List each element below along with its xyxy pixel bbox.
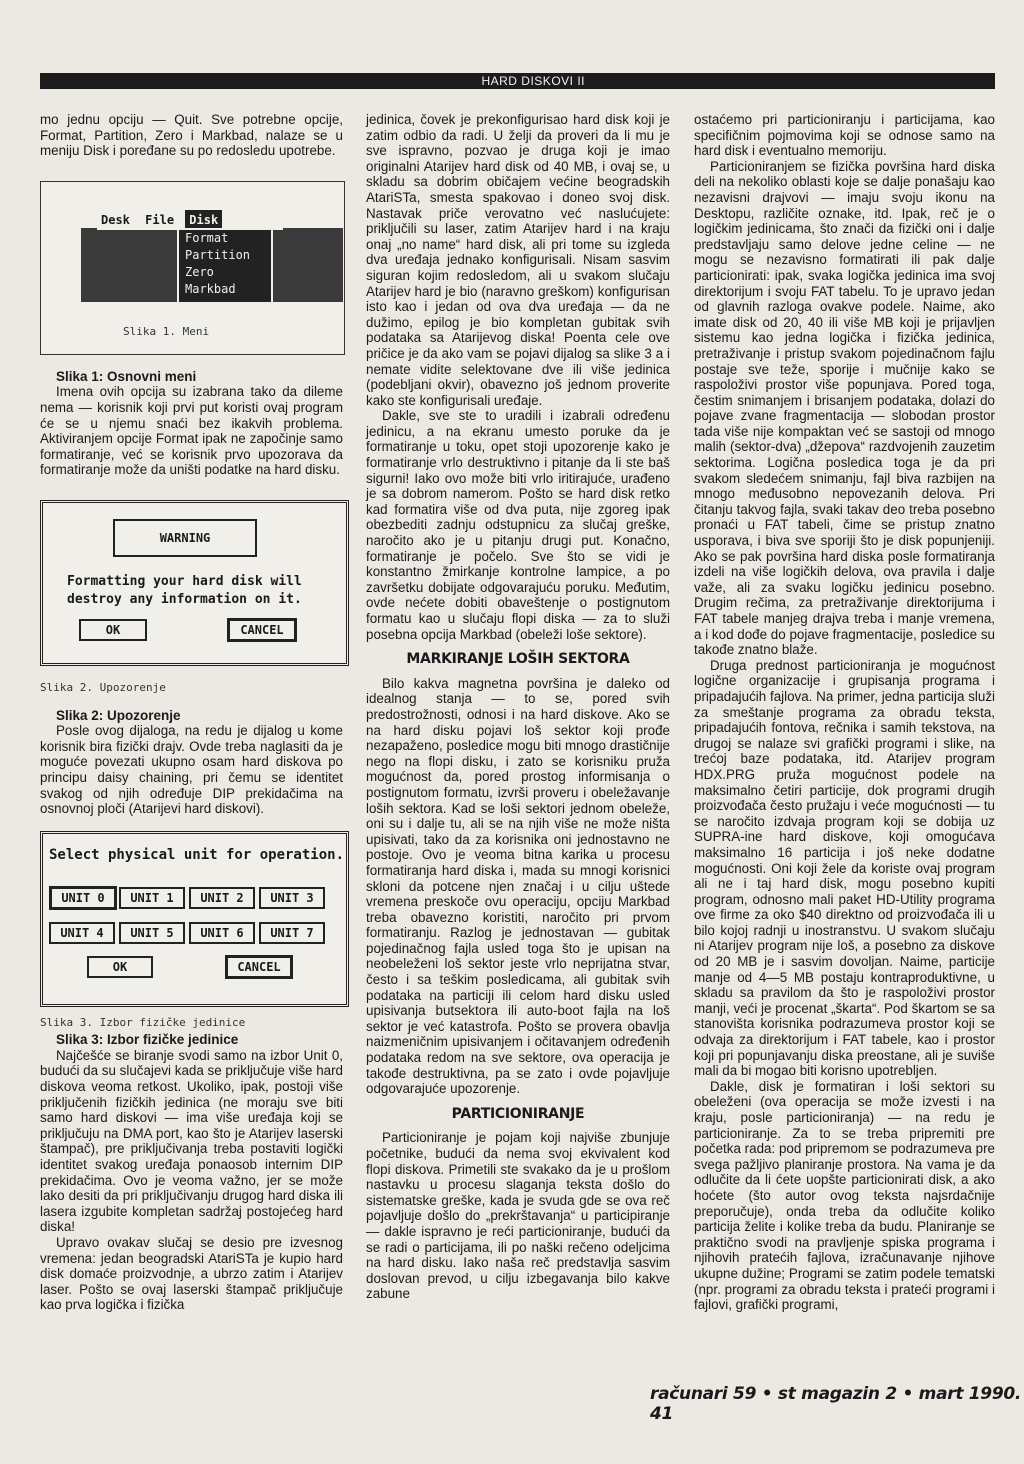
section-title: HARD DISKOVI II (481, 74, 585, 88)
menu-disk[interactable]: Disk (185, 210, 222, 230)
caption-3-title: Slika 3: Izbor fizičke jedinice (56, 1032, 239, 1048)
menu-item-markbad[interactable]: Markbad (185, 281, 236, 296)
menu-item-partition[interactable]: Partition (185, 247, 251, 262)
col3-paragraph-4: Dakle, disk je formatiran i loši sektori su obeleženi (ova operacija se može izvesti i na kraju, posle particioniranja) — na redu je particioniranje. Za to se treba pripremiti pre početka rada: pod pripremom se podrazumeva pre svega pažljivo planiranje prostora. Na vama je da odlučite da li ćete uopšte particionirati disk, a ako hoćete (što autor ovog teksta najsrdačnije preporučuje), onda treba da odlučite koliko particija želite i kolike treba da budu. Planiranje se praktično svodi na pravljenje spiska programa i njihovih pratećih fajlova, izračunavanje njihove ukupne dužine; Programi se zatim podele tematski (npr. programi za obradu teksta i prateći programi i fajlovi, grafički programi, (694, 1078, 995, 1313)
col3-paragraph-1: ostaćemo pri particioniranju i particijama, kao specifičnim pojmovima koji se odnose samo na hard disk i eventualno memoriju. (694, 112, 995, 159)
caption-2-text: Posle ovog dijaloga, na redu je dijalog u kome korisnik bira fizički drajv. Ovde treba naglasiti da je moguće povezati ukupno osam hard diskova po principu daisy chaining, pri čemu se identitet svakog od njih određuje DIP prekidačima na osnovnoj ploči (Atarijevi hard diskovi). (40, 723, 343, 817)
unit-1-button[interactable]: UNIT 1 (119, 887, 185, 909)
warning-message (67, 573, 327, 609)
menu-item-zero[interactable]: Zero (185, 264, 214, 279)
disk-dropdown (177, 228, 273, 304)
col3-paragraph-2: Particioniranjem se fizička površina hard diska deli na nekoliko oblasti koje se dalje ponašaju kao nezavisni drajvovi — imaju svoju ikonu na Desktopu, različite oznake, itd. Ipak, reč je o logičkim jedinicama, što znači da fizički oni i dalje predstavljaju samo delove jedne celine — ne mogu se nezavisno formatirati ili pak dalje particionirati: ipak, svaka logička jedinica ima svoj direktorijum i svoju FAT tabelu. To je upravo jedan od glavnih razloga ovakve podele. Naime, ako imate disk od 20, 40 ili više MB koji je prijavljen sistemu kao jedna logička i fizička jedinica, pretraživanje i pristup svakom pojedinačnom fajlu postaje sve teže, sporije i mučnije kako se raspoloživi prostor više popunjava. Pored toga, čestim snimanjem i brisanjem podataka, dolazi do pojave zvane fragmentacija — slobodan prostor tada više nije kompaktan već se sastoji od mnogo malih (sektor-dva) „džepova“ razdvojenih zauzetim sektorima. Logična posledica toga je da pri svakom sledećem snimanju, fajl biva razbijen na mnogo međusobno nepovezanih delova. Pri čitanju takvog fajla, svaki takav deo treba posebno pronaći u FAT tabeli, čime se pristup znatno usporava, i biva sve sporiji što je disk popunjeniji. Ako se pak površina hard diska posle formatiranja izdeli na više logičkih delova, ova pravila i dalje važe, ali za svaku logičku jedinicu posebno. Drugim rečima, za pretraživanje direktorijuma i FAT tabele manjeg drajva treba i manje vremena, a i kod dođe do pojave fragmentacije, posledice su takođe znatno blaže. (694, 158, 995, 658)
menu-desk[interactable]: Desk (101, 212, 130, 227)
figure-2-warning-dialog (40, 500, 349, 666)
column-3 (694, 112, 995, 1313)
col2-paragraph-3: Bilo kakva magnetna površina je daleko od idealnog stanja — to se, pored svih predostrožnosti, odnosi i na hard diskove. Ako se na hard disku pojavi loš sektor koji prođe nezapaženo, posledice mogu biti mnogo drastičnije nego na flopi disku, i zato se korisniku pruža mogućnost da, pored prostog informisanja o postignutom formatu, izvrši proveru i obeležavanje loših sektora. Kad se loši sektori jednom obeleže, oni su i dalje tu, ali se na njih više ne može ništa upisivati, tako da za korisnika oni jednostavno ne postoje. Ovo je veoma bitna karika u procesu formatiranja hard diska i, mada su mnogi korisnici skloni da potcene njen značaj i u cilju uštede vremena preskoče ovu operaciju, opciju Markbad treba obavezno koristiti, naročito pri prvom formatiranju. Razlog je jednostavan — gubitak pojedinačnog fajla usled toga što je upisan na neobeleženi loš sektor jeste vrlo neprijatna stvar, često i sa teškim posledicama, ali gubitak svih podataka na particiji ili celom hard disku usled upisivanja butsektora ili auto-boot fajla na loš sektor je već katastrofa. Pošto se provera obavlja naizmeničnim upisivanjem i očitavanjem određenih podataka redom na sve sektore, ova operacija je takođe destruktivna, pa se zato i ovde pojavljuje odgovarajuće upozorenje. (366, 675, 670, 1097)
unit-4-button[interactable]: UNIT 4 (49, 922, 115, 944)
menu-item-format[interactable]: Format (185, 230, 229, 245)
ok-button[interactable]: OK (79, 619, 147, 641)
unit-7-button[interactable]: UNIT 7 (259, 922, 325, 944)
unit-6-button[interactable]: UNIT 6 (189, 922, 255, 944)
col3-paragraph-3: Druga prednost particioniranja je mogućnost logične organizacije i grupisanja programa i pripadajućih fajlova. Na primer, jedna particija služi za smeštanje programa za obradu teksta, pripadajućih fontova, rečnika i samih tekstova, na drugoj se nalaze svi grafički programi i slike, na trećoj baze podataka, itd. Atarijev program HDX.PRG pruža mogućnost podele na maksimalno četiri particije, dok programi drugih proizvođača često pružaju i veće mogućnosti — tu se naročito izdvaja program koji se dobija uz SUPRA-ine hard diskove, koji omogućava maksimalno 16 particija i još neke dodatne mogućnosti. Oni koji žele da koriste ovaj program ali ne i taj hard disk, mogu posebno kupiti program, odnosno mali paket HD-Utility programa ove firme za oko $40 direktno od proizvođača ili u bilo kojoj radnji u inostranstvu. U svakom slučaju ni Atarijev program nije loš, a posebno za diskove od 20 MB je i sasvim dovoljan. Naime, particije manje od 4—5 MB postaju kontraproduktivne, u skladu sa pravilom da što je raspoloživi prostor manji, veći je procenat „škarta“. Pod škartom se sa stanovišta korisnika podrazumeva prostor koji se odvaja za direktorijum i FAT tabele, kao i prostor koji pri popunjavanju diska preostane, ali je suviše mali da bi mogao biti korisno upotrebljen. (694, 657, 995, 1079)
cancel-button[interactable]: CANCEL (225, 955, 293, 979)
col1-paragraph-last: Upravo ovakav slučaj se desio pre izvesnog vremena: jedan beogradski AtariSTa je kupio hard disk domaće proizvodnje, a ubrzo zatim i Atarijev laser. Pošto se ovaj laserski štampač priključuje kao prva logička i fizička (40, 1235, 343, 1313)
unit-5-button[interactable]: UNIT 5 (119, 922, 185, 944)
column-2 (366, 112, 670, 1302)
warning-title: WARNING (113, 519, 257, 557)
column-1 (40, 112, 343, 1313)
col1-intro: mo jednu opciju — Quit. Sve potrebne opcije, Format, Partition, Zero i Markbad, nalaze se u meniju Disk i poređane su po redosledu upotrebe. (40, 112, 343, 159)
cancel-button[interactable]: CANCEL (227, 618, 297, 642)
unit-3-button[interactable]: UNIT 3 (259, 887, 325, 909)
section-heading-partition: PARTICIONIRANJE (451, 1105, 585, 1122)
col2-paragraph-2: Dakle, sve ste to uradili i izabrali određenu jedinicu, a na ekranu umesto poruke da je formatiranje u toku, opet stoji upozorenje kako je formatiranje vrlo destruktivno i pitanje da li ste baš sigurni! Iako ovo može biti vrlo iritirajuće, urađeno je sa dobrom namerom. Pošto se hard disk retko kad formatira više od dva puta, nije zgoreg ipak obezbediti zadnju odstupnicu za slučaj greške, naročito ako je u pitanju drugi put. Konačno, formatiranje je počelo. Sve što se vidi je konstantno žmirkanje kontrolne lampice, a po završetku dobijate odgovarajuću poruku. Međutim, ovde nećete dobiti obaveštenje o postignutom formatu kao u slučaju flopi diska — za to služi posebna opcija Markbad (obeleži loše sektore). (366, 408, 670, 642)
figure-1-label: Slika 1. Meni (123, 324, 210, 338)
figure-1-menu (40, 181, 345, 355)
col2-paragraph-1: jedinica, čovek je prekonfigurisao hard disk koji je zatim odbio da radi. U želji da proveri da li mu je sve ispravno, pozvao je druga koji je imao originalni Atarijev hard disk od 40 MB, i ovaj se, u skladu sa dobrim običajem većine beogradskih AtariSTa, smesta spakovao i doneo svoj disk. Nastavak priče verovatno već naslućujete: priključili su laser, zatim Atarijev hard i na kraju onaj „no name“ hard disk, ali pri tome su izgleda dva uređaja jednako konfigurisali. Nisam sasvim siguran kojim redosledom, ali u svakom slučaju Atarijev hard je bio (naravno greškom) konfigurisan isto kao i jedan od ova dva uređaja — da ne dužimo, epilog je bio kompletan gubitak svih podataka sa Atarijevog diska! Poenta cele ove pričice je da ako vam se pojavi dijalog sa slike 3 a i nemate vidite selektovane dve ili više jedinica (podebljani okvir), obavezno još jednom proverite kako ste konfigurisali uređaje. (366, 112, 670, 408)
col2-paragraph-4: Particioniranje je pojam koji najviše zbunjuje početnike, budući da nema svoj ekvivalent kod flopi diskova. Primetili ste svakako da je u prošlom nastavku u procesu slaganja teksta došlo do sistematske greške, kada je svuda gde se ova reč pojavljuje došlo do „prekrštavanja“ u participiranje — dakle ispravno je reći particioniranje, budući da se radi o particijama, ili po naški rečeno odeljcima na hard disku. Iako naša reč predstavlja sasvim doslovan prevod, u cilju izbegavanja bilo kakve zabune (366, 1130, 670, 1302)
unit-0-button[interactable]: UNIT 0 (49, 886, 117, 910)
figure-3-label: Slika 3. Izbor fizičke jedinice (40, 1015, 246, 1029)
caption-2-title: Slika 2: Upozorenje (56, 707, 181, 723)
header-bar (40, 73, 995, 89)
menu-bar (97, 210, 283, 230)
section-heading-markbad: MARKIRANJE LOŠIH SEKTORA (406, 651, 630, 668)
unit-2-button[interactable]: UNIT 2 (189, 887, 255, 909)
caption-3-text: Najčešće se biranje svodi samo na izbor Unit 0, budući da su slučajevi kada se priključuje više hard diskova veoma retkost. Ukoliko, ipak, postoji više priključenih fizičkih jedinica (ne moraju sve biti samo hard diskovi — ima više uređaja koji se priključuju na DMA port, kao što je Atarijev laserski štampač), pre priključivanja treba postaviti logički identitet svakog uređaja ponaosob internim DIP prekidačima. Ovo je veoma važno, jer se može lako desiti da pri priključivanju drugog hard diska ili lasera izgubite kompletan sadržaj postojećeg hard diska! (40, 1047, 343, 1235)
warning-line-1: Formatting your hard disk will (67, 573, 302, 589)
figure-3-select-unit-dialog (40, 831, 349, 1007)
warning-line-2: destroy any information on it. (67, 591, 302, 607)
caption-1-text: Imena ovih opcija su izabrana tako da dileme nema — korisnik koji prvi put koristi ovaj program će se u njemu snaći bez ikakvih problema. Aktiviranjem opcije Format ipak ne započinje samo formatiranje, već se korisnik prvo upozorava da formatiranje može da uništi podatke na hard disku. (40, 384, 343, 478)
caption-1-title: Slika 1: Osnovni meni (56, 368, 197, 384)
ok-button[interactable]: OK (87, 956, 153, 978)
menu-file[interactable]: File (145, 212, 175, 227)
select-unit-title: Select physical unit for operation. (49, 846, 345, 863)
page-footer: računari 59 • st magazin 2 • mart 1990. 41 (650, 1384, 1022, 1424)
figure-2-label: Slika 2. Upozorenje (40, 680, 166, 694)
